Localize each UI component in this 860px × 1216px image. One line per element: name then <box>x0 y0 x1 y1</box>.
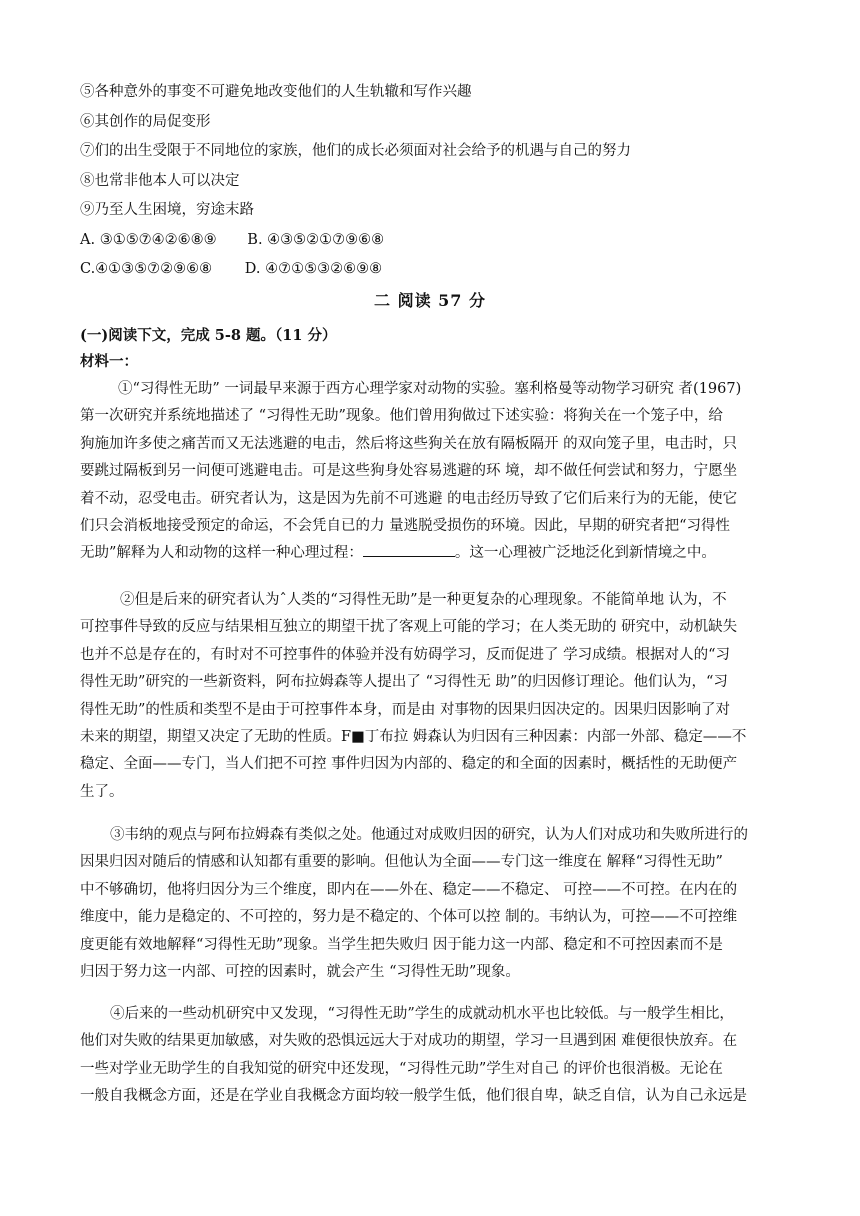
paragraph-4-line: 一些对学业无助学生的自我知觉的研究中还发现，“习得性元助”学生对自己 的评价也很消极。无论在 <box>80 1060 723 1077</box>
answer-choice-c: C.④①③⑤⑦②⑨⑥⑧ <box>80 261 213 277</box>
option-5: ⑤各种意外的事变不可避免地改变他们的人生轨辙和写作兴趣 <box>80 84 472 100</box>
option-6: ⑥其创作的局促变形 <box>80 114 211 130</box>
material-label: 材料一： <box>80 353 138 370</box>
paragraph-4-line: 他们对失败的结果更加敏感，对失败的恐惧远远大于对成功的期望，学习一旦遇到困 难便很快放弃。在 <box>80 1033 738 1050</box>
paragraph-2-line: 稳定、全面——专门，当人们把不可控 事件归因为内部的、稳定的和全面的因素时，概括性的无助便产 <box>80 756 738 773</box>
answer-choice-b: B. ④③⑤②①⑦⑨⑥⑧ <box>247 232 385 248</box>
paragraph-1-line: ①“习得性无助” 一词最早来源于西方心理学家对动物的实验。塞利格曼等动物学习研究 者(1967) <box>118 381 742 397</box>
paragraph-4-line: 一般自我概念方面，还是在学业自我概念方面均较一般学生低，他们很自卑，缺乏自信，认为自己永远是 <box>80 1088 747 1105</box>
option-7: ⑦们的出生受限于不同地位的家族，他们的成长必须面对社会给予的机遇与自己的努力 <box>80 143 631 159</box>
paragraph-2 <box>80 587 780 806</box>
paragraph-4 <box>80 1001 780 1111</box>
paragraph-3-line: 度更能有效地解释“习得性无助”现象。当学生把失败归 因于能力这一内部、稳定和不可控因素而不是 <box>80 936 723 953</box>
fill-in-blank[interactable] <box>363 542 455 557</box>
paragraph-1-line: 要跳过隔板到另一问便可逃避电击。可是这些狗身处容易逃避的环 境，却不做任何尝试和努力，宁愿坐 <box>80 463 738 480</box>
paragraph-1-line: 着不动，忍受电击。研究者认为，这是因为先前不可逃避 的电击经历导致了它们后来行为的无能，使它 <box>80 490 738 507</box>
paragraph-2-line: 得性无助”的性质和类型不是由于可控事件本身，而是由 对事物的因果归因决定的。因果归因影响了对 <box>80 701 731 718</box>
question-heading: (一)阅读下文，完成 5-8 题。（11 分） <box>80 327 337 344</box>
paragraph-3-line: 维度中，能力是稳定的、不可控的，努力是不稳定的、个体可以控 制的。韦纳认为，可控——不可控维 <box>80 909 738 926</box>
paragraph-1-line: 狗施加许多使之痛苦而又无法逃避的电击，然后将这些狗关在放有隔板隔开 的双向笼子里，电击时，只 <box>80 435 738 452</box>
paragraph-1-text-before-blank: 无助”解释为人和动物的这样一种心理过程： <box>80 545 363 562</box>
paragraph-2-line: 可控事件导致的反应与结果相互独立的期望干扰了客观上可能的学习；在人类无助的 研究中，动机缺失 <box>80 619 738 636</box>
paragraph-2-line: 未来的期望，期望又决定了无助的性质。F■丁布拉 姆森认为归因有三种因素：内部一外部、稳定——不 <box>80 729 747 746</box>
option-8: ⑧也常非他本人可以决定 <box>80 173 240 189</box>
paragraph-3-line: 归因于努力这一内部、可控的因素时，就会产生 “习得性无助”现象。 <box>80 964 520 981</box>
paragraph-2-line: 得性无助”研究的一些新资料，阿布拉姆森等人提出了 “习得性无 助”的归因修订理论。他们认为，“习 <box>80 674 728 691</box>
paragraph-3-line: ③韦纳的观点与阿布拉姆森有类似之处。他通过对成败归因的研究，认为人们对成功和失败所进行的 <box>110 827 748 843</box>
paragraph-1-text-after-blank: 。这一心理被广泛地泛化到新情境之中。 <box>454 545 716 562</box>
answer-choice-d: D. ④⑦①⑤③②⑥⑨⑧ <box>244 261 383 277</box>
paragraph-1-line: 第一次研究并系统地描述了 “习得性无助”现象。他们曾用狗做过下述实验：将狗关在一个笼子中，给 <box>80 408 723 425</box>
paragraph-3-line: 中不够确切，他将归因分为三个维度，即内在——外在、稳定——不稳定、 可控——不可控。在内在的 <box>80 881 738 898</box>
paragraph-1 <box>80 376 780 568</box>
answer-row-cd <box>80 259 382 279</box>
paragraph-1-last-line <box>80 540 780 567</box>
paragraph-2-line: ②但是后来的研究者认为ˆ人类的“习得性无助”是一种更复杂的心理现象。不能简单地 认为，不 <box>120 592 727 608</box>
option-9: ⑨乃至人生困境，穷途末路 <box>80 202 254 218</box>
paragraph-3-line: 因果归因对随后的情感和认知都有重要的影响。但他认为全面——专门这一维度在 解释“习得性无助” <box>80 854 723 871</box>
paragraph-1-line: 们只会消板地接受预定的命运，不会凭自已的力 量逃脱受损伤的环境。因此，早期的研究者把“习得性 <box>80 518 731 535</box>
section-title: 二 阅读 57 分 <box>374 291 486 310</box>
paragraph-2-line: 也并不总是存在的，有时对不可控事件的体验并没有妨碍学习，反而促进了 学习成绩。根据对人的“习 <box>80 646 731 663</box>
paragraph-3 <box>80 822 780 986</box>
paragraph-4-line: ④后来的一些动机研究中又发现，“习得性无助”学生的成就动机水平也比较低。与一般学生相比， <box>110 1006 734 1022</box>
answer-row-ab <box>80 230 384 250</box>
answer-choice-a: A. ③①⑤⑦④②⑥⑧⑨ <box>80 232 217 248</box>
paragraph-2-line: 生了。 <box>80 783 124 800</box>
